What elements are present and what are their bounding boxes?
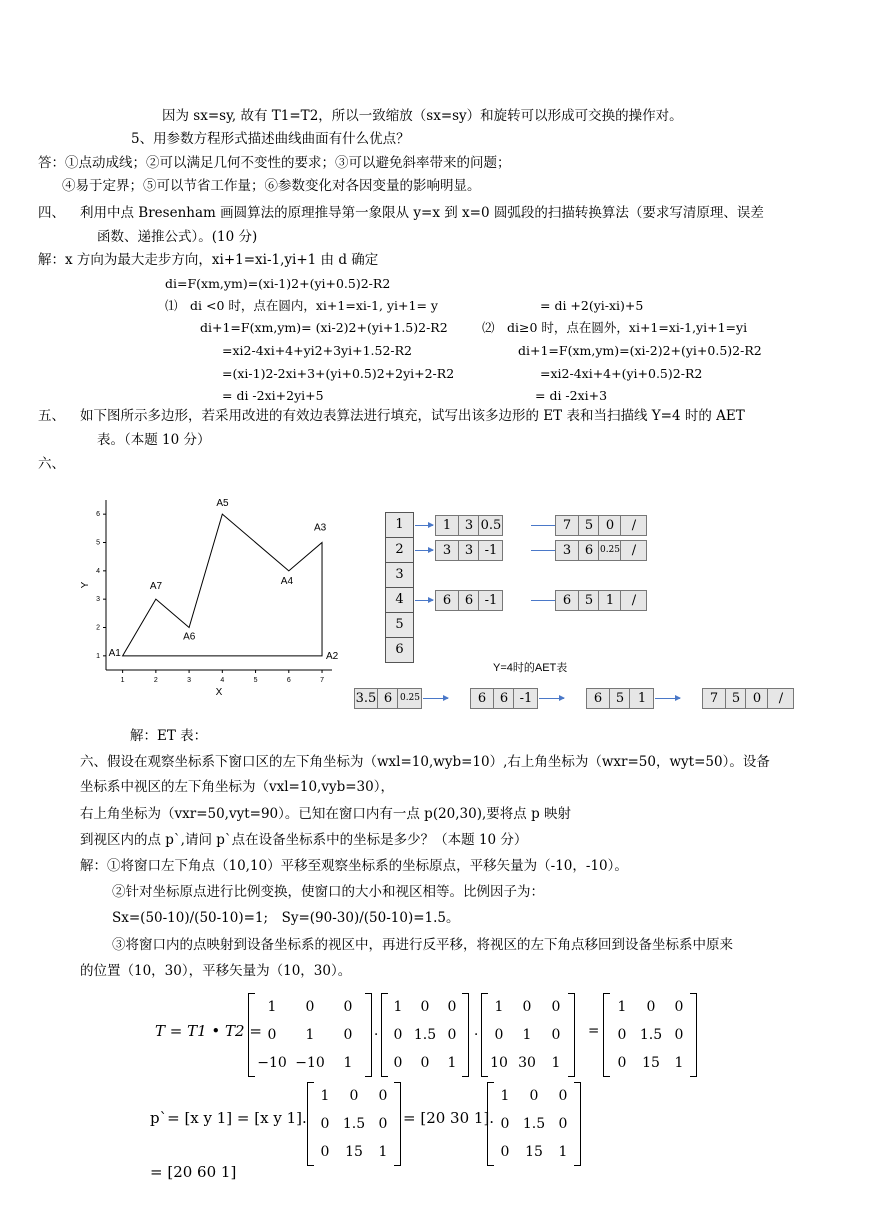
matrix-entry: 1 bbox=[558, 1144, 568, 1160]
matrix-entry: 0 bbox=[617, 1027, 627, 1043]
x-tick-label: 4 bbox=[220, 677, 225, 684]
matrix-entry: 0 bbox=[558, 1116, 568, 1132]
matrix-entry: 1.5 bbox=[413, 1027, 437, 1043]
final-result: = [20 60 1] bbox=[150, 1163, 237, 1181]
et-edge-node bbox=[586, 688, 654, 709]
matrix-entry: 1 bbox=[343, 1055, 353, 1071]
equation-p2: = [20 30 1]. bbox=[403, 1109, 495, 1127]
et-pointer-arrow bbox=[415, 525, 433, 526]
et-edge-field: -1 bbox=[513, 689, 538, 708]
et-edge-field: 1 bbox=[598, 591, 621, 610]
et-edge-node bbox=[435, 590, 503, 611]
et-edge-node bbox=[470, 688, 538, 709]
solution-step: 的位置（10，30），平移矢量为（10，30）。 bbox=[80, 963, 352, 979]
question-5-polygon: 如下图所示多边形，若采用改进的有效边表算法进行填充，试写出该多边形的 ET 表和当扫描线 Y=4 时的 AET bbox=[80, 408, 745, 424]
et-edge-field: 7 bbox=[562, 518, 572, 533]
formula: di+1=F(xm,ym)=(xi-2)2+(yi+0.5)2-R2 bbox=[518, 343, 762, 358]
et-edge-field: 0 bbox=[598, 516, 621, 535]
formula: = di -2xi+3 bbox=[535, 388, 608, 403]
matrix-result bbox=[603, 993, 697, 1077]
matrix-entry: 0 bbox=[447, 1027, 457, 1043]
equation-t: T = T1 • T2 = bbox=[155, 1022, 262, 1040]
matrix-entry: 0 bbox=[420, 999, 430, 1015]
solution-step: ②针对坐标原点进行比例变换，使窗口的大小和视区相等。比例因子为： bbox=[112, 884, 544, 900]
et-edge-field: 1 bbox=[629, 689, 654, 708]
matrix-entry: 0 bbox=[378, 1116, 388, 1132]
vertex-label: A3 bbox=[314, 522, 327, 534]
matrix-entry: 0 bbox=[267, 1027, 277, 1043]
matrix-entry: 0 bbox=[378, 1088, 388, 1104]
matrix-entry: 30 bbox=[518, 1055, 536, 1071]
y-axis-label: Y bbox=[80, 581, 91, 589]
matrix-entry: 1 bbox=[378, 1144, 388, 1160]
x-tick-label: 5 bbox=[253, 677, 258, 684]
et-edge-node bbox=[435, 515, 503, 536]
formula: ⑴ di <0 时，点在圆内，xi+1=xi-1, yi+1= y bbox=[165, 298, 438, 313]
formula: =xi2-4xi+4+(yi+0.5)2-R2 bbox=[540, 366, 703, 381]
question-6: 六、假设在观察坐标系下窗口区的左下角坐标为（wxl=10,wyb=10）,右上角坐标为（wxr=50，wyt=50）。设备 bbox=[80, 754, 770, 770]
et-pointer-arrow bbox=[415, 550, 433, 551]
formula: =xi2-4xi+4+yi2+3yi+1.52-R2 bbox=[222, 343, 412, 358]
y-tick-label: 1 bbox=[96, 652, 100, 660]
et-row-index: 1 bbox=[385, 512, 414, 538]
y-tick-label: 6 bbox=[96, 511, 100, 519]
matrix-entry: 0 bbox=[393, 1055, 403, 1071]
et-edge-node bbox=[555, 540, 647, 561]
et-edge-field: / bbox=[620, 516, 647, 535]
matrix-entry: 1.5 bbox=[639, 1027, 663, 1043]
question-4-cont: 函数、递推公式）。(10 分) bbox=[97, 229, 258, 245]
et-edge-field: / bbox=[767, 689, 794, 708]
aet-pointer-arrow bbox=[655, 698, 680, 699]
section-number: 六、 bbox=[38, 456, 65, 472]
y-tick-label: 3 bbox=[96, 596, 100, 604]
matrix-entry: 0 bbox=[617, 1055, 627, 1071]
x-tick-label: 1 bbox=[120, 677, 125, 684]
matrix-entry: 1 bbox=[551, 1055, 561, 1071]
et-edge-field: 5 bbox=[578, 591, 599, 610]
matrix-result bbox=[307, 1082, 401, 1166]
matrix-scale bbox=[381, 993, 469, 1077]
et-edge-field: / bbox=[620, 541, 647, 560]
question-6-cont: 右上角坐标为（vxr=50,vyt=90）。已知在窗口内有一点 p(20,30),要将点 p 映射 bbox=[80, 806, 572, 822]
formula: = di +2(yi-xi)+5 bbox=[540, 298, 644, 313]
matrix-entry: 0 bbox=[674, 999, 684, 1015]
et-edge-field: -1 bbox=[478, 541, 503, 560]
x-tick-label: 2 bbox=[153, 677, 158, 684]
x-tick-label: 6 bbox=[286, 677, 291, 684]
matrix-entry: −10 bbox=[257, 1055, 287, 1071]
dot-operator: · bbox=[374, 1027, 379, 1043]
section-number: 五、 bbox=[38, 408, 65, 424]
scale-factors: Sx=(50-10)/(50-10)=1; Sy=(90-30)/(50-10)=1.5。 bbox=[112, 910, 460, 926]
et-edge-field: 0 bbox=[745, 689, 768, 708]
matrix-entry: 0 bbox=[393, 1027, 403, 1043]
et-edge-field: 6 bbox=[578, 541, 599, 560]
dot-operator: · bbox=[474, 1027, 479, 1043]
polygon-chart bbox=[78, 490, 353, 705]
matrix-entry: 1.5 bbox=[342, 1116, 366, 1132]
et-pointer-arrow bbox=[415, 600, 433, 601]
x-axis-label: X bbox=[215, 687, 223, 698]
matrix-entry: 0 bbox=[646, 999, 656, 1015]
matrix-entry: 0 bbox=[420, 1055, 430, 1071]
matrix-entry: 1 bbox=[393, 999, 403, 1015]
matrix-entry: 0 bbox=[320, 1144, 330, 1160]
matrix-entry: 1 bbox=[447, 1055, 457, 1071]
matrix-entry: 1 bbox=[494, 999, 504, 1015]
matrix-entry: 1 bbox=[320, 1088, 330, 1104]
answer-line: ④易于定界；⑤可以节省工作量；⑥参数变化对各因变量的影响明显。 bbox=[62, 178, 481, 194]
equation-p: p`= [x y 1] = [x y 1]. bbox=[150, 1109, 307, 1127]
matrix-entry: 0 bbox=[320, 1116, 330, 1132]
et-edge-field: 6 bbox=[493, 689, 514, 708]
x-tick-label: 3 bbox=[187, 677, 192, 684]
question-6-cont: 坐标系中视区的左下角坐标为（vxl=10,vyb=30）， bbox=[80, 779, 394, 795]
solution-line: 解：x 方向为最大走步方向，xi+1=xi-1,yi+1 由 d 确定 bbox=[38, 252, 379, 268]
et-edge-field: 3 bbox=[442, 543, 452, 558]
matrix-entry: 0 bbox=[343, 999, 353, 1015]
matrix-entry: 15 bbox=[642, 1055, 660, 1071]
solution-step: 解：①将窗口左下角点（10,10）平移至观察坐标系的坐标原点，平移矢量为（-10，-10）。 bbox=[80, 858, 628, 874]
matrix-entry: 1 bbox=[305, 1027, 315, 1043]
formula: = di -2xi+2yi+5 bbox=[222, 388, 324, 403]
y-tick-label: 2 bbox=[96, 624, 100, 632]
matrix-entry: 0 bbox=[529, 1088, 539, 1104]
matrix-entry: 0 bbox=[674, 1027, 684, 1043]
et-row-index: 4 bbox=[385, 587, 414, 613]
matrix-entry: 1 bbox=[500, 1088, 510, 1104]
et-edge-node bbox=[702, 688, 794, 709]
et-edge-field: 7 bbox=[709, 691, 719, 706]
matrix-entry: 0 bbox=[500, 1144, 510, 1160]
matrix-entry: 0 bbox=[558, 1088, 568, 1104]
matrix-entry: 0 bbox=[349, 1088, 359, 1104]
equals-sign: = bbox=[588, 1023, 600, 1039]
matrix-entry: 15 bbox=[525, 1144, 543, 1160]
et-edge-node bbox=[555, 515, 647, 536]
et-edge-field: 0.25 bbox=[598, 541, 621, 560]
matrix-entry: 0 bbox=[305, 999, 315, 1015]
aet-title: Y=4时的AET表 bbox=[493, 662, 568, 674]
et-edge-field: / bbox=[620, 591, 647, 610]
et-edge-field: 1 bbox=[442, 518, 452, 533]
et-edge-node bbox=[555, 590, 647, 611]
question-6-cont: 到视区内的点 p`,请问 p`点在设备坐标系中的坐标是多少？（本题 10 分） bbox=[80, 832, 528, 848]
matrix-entry: 1 bbox=[267, 999, 277, 1015]
matrix-translate bbox=[248, 993, 372, 1077]
vertex-label: A2 bbox=[326, 650, 339, 662]
aet-pointer-arrow bbox=[423, 698, 448, 699]
vertex-label: A4 bbox=[280, 575, 294, 587]
matrix-entry: 1 bbox=[522, 1027, 532, 1043]
et-edge-field: 3 bbox=[562, 543, 572, 558]
matrix-entry: 0 bbox=[343, 1027, 353, 1043]
et-edge-field: 6 bbox=[377, 689, 398, 708]
question-5-cont: 表。（本题 10 分） bbox=[97, 432, 211, 448]
matrix-entry: 0 bbox=[447, 999, 457, 1015]
formula: ⑵ di≥0 时，点在圆外，xi+1=xi-1,yi+1=yi bbox=[482, 320, 748, 335]
y-tick-label: 5 bbox=[96, 539, 100, 547]
et-edge-field: 6 bbox=[477, 691, 487, 706]
matrix-entry: 1 bbox=[674, 1055, 684, 1071]
vertex-label: A1 bbox=[108, 647, 121, 659]
et-edge-node bbox=[435, 540, 503, 561]
et-edge-field: 5 bbox=[725, 689, 746, 708]
et-edge-field: 3 bbox=[458, 516, 479, 535]
et-row-index: 5 bbox=[385, 612, 414, 638]
formula: di+1=F(xm,ym)= (xi-2)2+(yi+1.5)2-R2 bbox=[200, 320, 448, 335]
et-edge-field: 5 bbox=[609, 689, 630, 708]
aet-pointer-arrow bbox=[539, 698, 564, 699]
matrix-entry: 10 bbox=[490, 1055, 508, 1071]
solution-step: ③将窗口内的点映射到设备坐标系的视区中，再进行反平移，将视区的左下角点移回到设备坐标系中原来 bbox=[112, 937, 733, 953]
et-edge-field: 6 bbox=[562, 593, 572, 608]
answer-line: 答：①点动成线；②可以满足几何不变性的要求；③可以避免斜率带来的问题； bbox=[38, 155, 511, 171]
section-number: 四、 bbox=[38, 205, 65, 221]
et-row-index: 2 bbox=[385, 537, 414, 563]
matrix-entry: 0 bbox=[494, 1027, 504, 1043]
matrix-entry: 0 bbox=[551, 1027, 561, 1043]
et-edge-field: 6 bbox=[442, 593, 452, 608]
et-edge-field: 0.25 bbox=[397, 689, 422, 708]
matrix-entry: 1 bbox=[617, 999, 627, 1015]
et-table bbox=[355, 512, 815, 712]
et-edge-field: 0.5 bbox=[478, 516, 503, 535]
et-edge-node bbox=[354, 688, 422, 709]
vertex-label: A6 bbox=[183, 631, 196, 643]
matrix-entry: 0 bbox=[522, 999, 532, 1015]
matrix-entry: 1.5 bbox=[522, 1116, 546, 1132]
et-edge-field: -1 bbox=[478, 591, 503, 610]
matrix-result bbox=[487, 1082, 581, 1166]
et-edge-field: 3 bbox=[458, 541, 479, 560]
question-4: 利用中点 Bresenham 画圆算法的原理推导第一象限从 y=x 到 x=0 圆弧段的扫描转换算法（要求写清原理、误差 bbox=[80, 205, 764, 221]
matrix-entry: 15 bbox=[345, 1144, 363, 1160]
formula: di=F(xm,ym)=(xi-1)2+(yi+0.5)2-R2 bbox=[165, 276, 391, 291]
et-row-index: 6 bbox=[385, 637, 414, 663]
et-label: 解：ET 表： bbox=[130, 728, 208, 744]
matrix-entry: 0 bbox=[500, 1116, 510, 1132]
y-tick-label: 4 bbox=[96, 567, 100, 575]
x-tick-label: 7 bbox=[320, 677, 324, 684]
et-row-index: 3 bbox=[385, 562, 414, 588]
matrix-entry: 0 bbox=[551, 999, 561, 1015]
vertex-label: A7 bbox=[149, 581, 163, 593]
text-line: 因为 sx=sy, 故有 T1=T2，所以一致缩放（sx=sy）和旋转可以形成可交换的操作对。 bbox=[162, 108, 683, 124]
et-edge-field: 5 bbox=[578, 516, 599, 535]
matrix-translate-back bbox=[481, 993, 575, 1077]
et-edge-field: 6 bbox=[458, 591, 479, 610]
formula: =(xi-1)2-2xi+3+(yi+0.5)2+2yi+2-R2 bbox=[222, 366, 455, 381]
vertex-label: A5 bbox=[216, 498, 229, 510]
et-edge-field: 3.5 bbox=[355, 691, 377, 706]
et-edge-field: 6 bbox=[593, 691, 603, 706]
matrix-entry: −10 bbox=[295, 1055, 325, 1071]
question-5: 5、用参数方程形式描述曲线曲面有什么优点？ bbox=[131, 131, 410, 147]
